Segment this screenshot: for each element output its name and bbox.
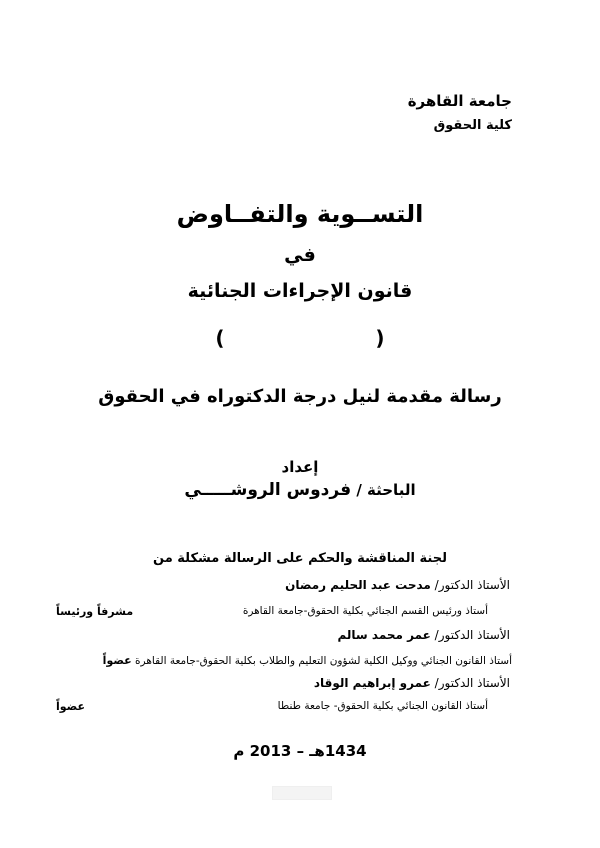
university-name: جامعة القاهرة <box>407 92 512 110</box>
member-role: عضواً <box>56 700 86 713</box>
date: 1434هـ – 2013 م <box>233 742 367 760</box>
committee-member-2 <box>338 628 511 642</box>
member-prefix: الأستاذ الدكتور/ <box>434 676 510 690</box>
researcher-line <box>0 480 600 500</box>
committee-member-3 <box>314 676 510 690</box>
member-description-with-role <box>103 654 512 667</box>
paren-close: ) <box>215 326 225 350</box>
thesis-title-line1: التســوية والتفــاوض <box>176 200 424 228</box>
preparation-label: إعداد <box>281 458 319 476</box>
thesis-title-line2: في <box>284 244 316 266</box>
researcher-name: فردوس الروشـــــي <box>184 480 352 500</box>
member-prefix: الأستاذ الدكتور/ <box>434 628 510 642</box>
scan-artifact <box>272 786 332 800</box>
member-name: عمر محمد سالم <box>337 628 431 642</box>
member-prefix: الأستاذ الدكتور/ <box>434 578 510 592</box>
faculty-name: كلية الحقوق <box>433 118 512 133</box>
committee-title: لجنة المناقشة والحكم على الرسالة مشكلة من <box>153 551 447 566</box>
committee-member-1 <box>285 578 510 592</box>
researcher-prefix: الباحثة / <box>356 481 416 499</box>
thesis-title-line3: قانون الإجراءات الجنائية <box>187 280 413 302</box>
member-name: مدحت عبد الحليم رمضان <box>285 578 431 592</box>
paren-open: ( <box>375 326 385 350</box>
member-description: أستاذ القانون الجنائي بكلية الحقوق- جامعة طنطا <box>277 700 488 712</box>
member-role: عضواً <box>102 654 132 667</box>
member-description: أستاذ القانون الجنائي ووكيل الكلية لشؤون التعليم والطلاب بكلية الحقوق-جامعة القاهرة <box>135 655 512 667</box>
member-description: أستاذ ورئيس القسم الجنائي بكلية الحقوق-جامعة القاهرة <box>242 605 488 617</box>
member-name: عمرو إبراهيم الوقاد <box>313 676 431 690</box>
empty-parentheses <box>0 326 600 350</box>
degree-statement: رسالة مقدمة لنيل درجة الدكتوراه في الحقوق <box>98 386 502 407</box>
member-role: مشرفاً ورئيساً <box>56 605 134 618</box>
